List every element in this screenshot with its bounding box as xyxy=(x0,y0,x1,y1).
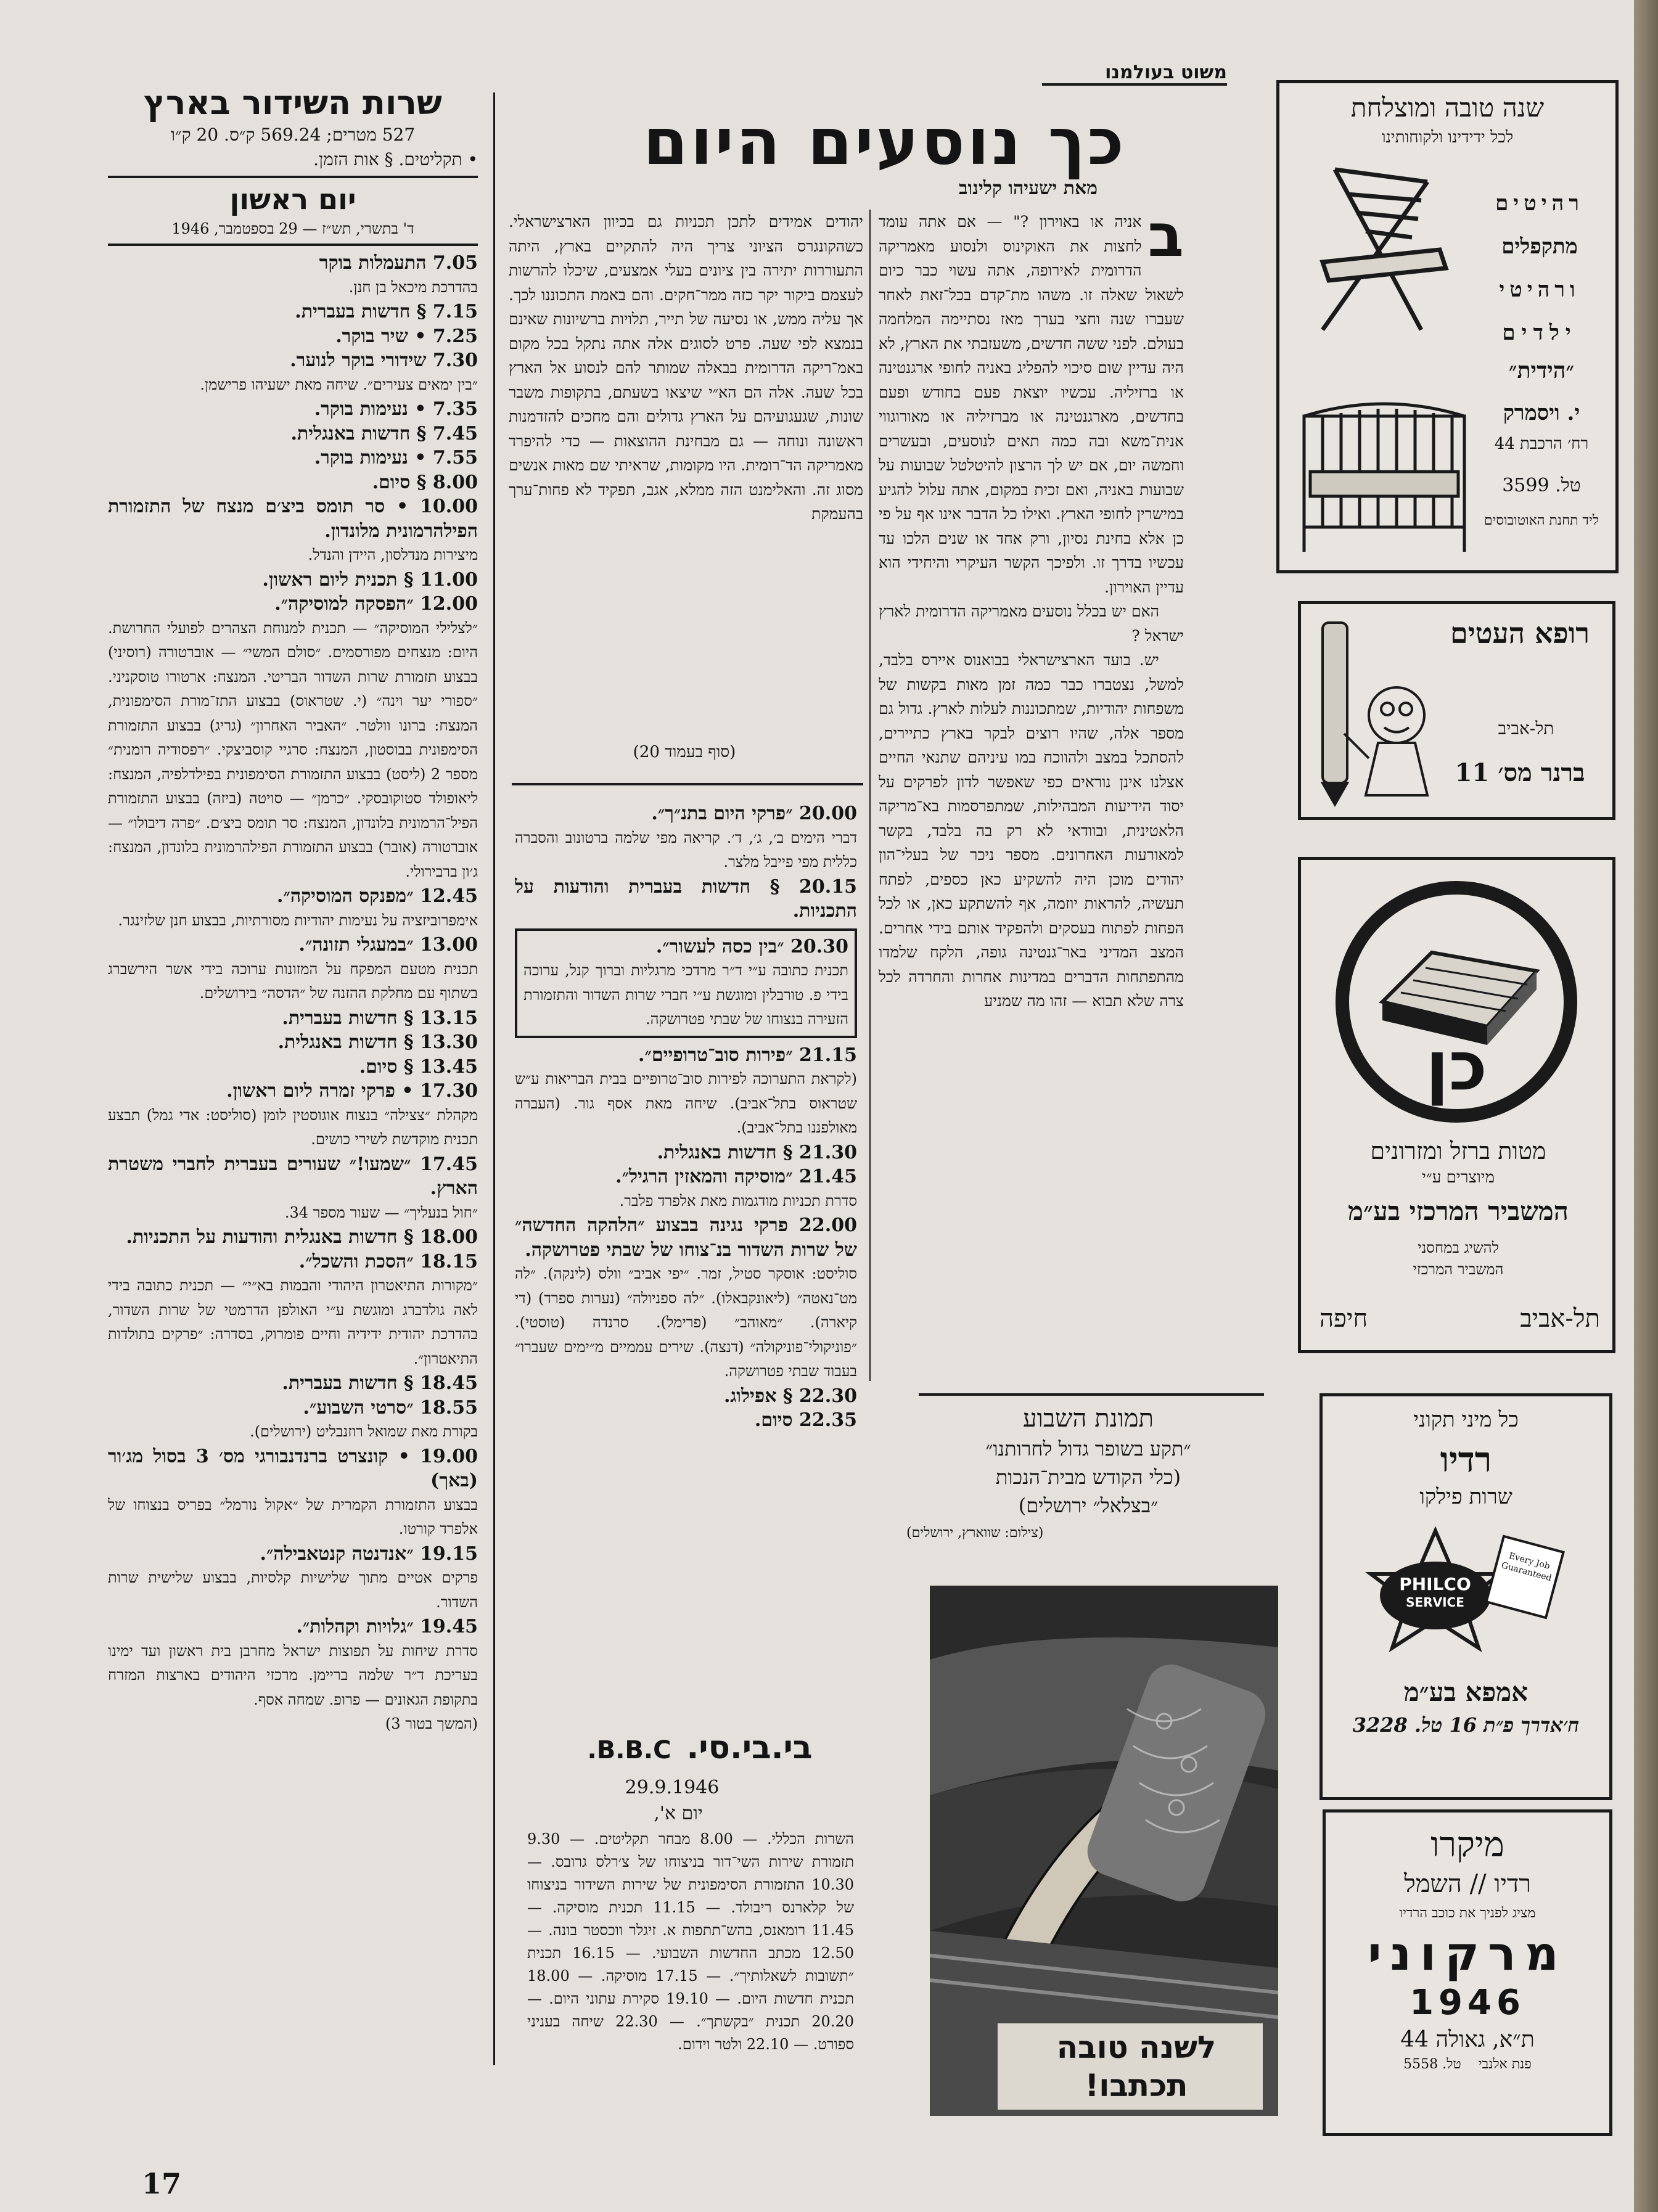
schedule-item xyxy=(515,1141,857,1165)
marconi-corner: פנת אלנבי xyxy=(1478,2057,1532,2072)
schedule-item xyxy=(108,933,478,1006)
pen-doctor-city: תל-אביב xyxy=(1498,718,1554,739)
radio-freq: 527 מטרים; 569.24 ק״ס. 20 ק״ו xyxy=(170,125,416,145)
marconi-l2: רדיו // השמל xyxy=(1404,1870,1531,1898)
philco-ad xyxy=(1319,1393,1612,1800)
schedule-item xyxy=(108,300,478,324)
schedule-item-desc: ״בין ימאים צעירים״. שיחה מאת ישעיהו פרישמן. xyxy=(200,375,478,393)
schedule-item-title: 18.00 § חדשות באנגלית והודעות על התכניות. xyxy=(126,1226,478,1248)
marconi-ad xyxy=(1323,1809,1612,2136)
schedule-item-title: 21.45 ״מוסיקה והמאזין הרגיל״. xyxy=(615,1166,857,1187)
beds-line5: המשביר המרכזי xyxy=(1413,1261,1504,1278)
bbc-text: השרות הכללי. — 8.00 מבחר תקליטים. — 9.30 תזמורת שירות השי־דור בניצוחו של צ׳רלס גרובס. — 10.30 התזמורת הסימפונית של שירות השידור בניצוחו של קלארנס ריבולד. — 11.15 תכנית מוסיקה. — 11.45 רומאנס, בהש־תתפות א. זיגלר ווכסטר בונה. — 12.50 מכתב החדשות השבועי. — 16.15 תכנית ״תשובות לשאלותיך״. — 17.15 מוסיקה. — 18.00 תכנית חדשות היום. — 19.10 סקירת עתוני היום. — 20.20 תכנית ״בקשתך״. — 22.30 שיחה בעניני ספורט. — 22.10 ולטר וידום. xyxy=(527,1830,854,2053)
schedule-item-title: 7.25 • שיר בוקר. xyxy=(335,325,478,347)
schedule-item xyxy=(108,1152,478,1226)
folding-chair-icon xyxy=(1298,157,1458,342)
feature-byline: מאת ישעיהו קלינוב xyxy=(959,178,1098,199)
furniture-address: רח׳ הרכבת 44 xyxy=(1494,435,1589,453)
schedule-item-desc: (המשך בטור 3) xyxy=(385,1715,478,1732)
schedule-item-title: 12.45 ״מפנקס המוסיקה״. xyxy=(276,885,478,907)
schedule-item xyxy=(108,1250,478,1372)
schedule-item-title: 22.35 סיום. xyxy=(754,1409,857,1431)
pen-doctor-title: רופא העטים xyxy=(1450,616,1590,650)
philco-logo: PHILCO xyxy=(1399,1574,1471,1594)
philco-badge: Every Job Guaranteed xyxy=(1500,1550,1553,1584)
section-rule xyxy=(512,783,863,785)
schedule-item xyxy=(108,446,478,470)
feature-para-4: יהודים אמידים לתכן תכניות גם בכיוון הארצישראלי. כשהקונגרס הציוני צריך היה להתקיים בארץ, היתה התעוררות יתירה בין ציונים בעלי אמצעים, שיכלו להרשות לעצמם ביקור יקר כזה ממר־חקים. והם באמת התכוננו לכך. אך עליה ממש, או נסיעה של תייר, תלויות ברשיונות שאינם בנמצא לפי שעה. פרט לסוגים אלה אתה נתקל בכל מקום באמ־ריקה הדרומית בבאלה שמותר להם לנסוע אל הארץ בכל שעה. אלה הם הא״י שיצאו בשעתם, בתקופות משבר שונות, שגעגועיהם על הארץ גדולים והם מחכים להזדמנות ראשונה ונוחה — גם מבחינת ההוצאות — כדי להיפרד מאמריקה הד־רומית. היו מקומות, שראיתי שם מאות אנשים מסוג זה. והאלימנט הזה ממלא, אגב, תפקיד לא פחות־ערך בהעמקת xyxy=(509,213,863,523)
schedule-item-title: 11.00 § תכנית ליום ראשון. xyxy=(262,568,478,591)
bbc-body xyxy=(527,1828,854,2118)
schedule-item-desc: (לקראת התערוכה לפירות סוב־טרופיים בבית הבריאות ע״ש שטראוס בתל־אביב). שיחה מאת אסף גור. (העברה מאולפננו בתל־אביב). xyxy=(515,1070,857,1136)
philco-top: כל מיני תקוני xyxy=(1413,1407,1519,1432)
schedule-item-title: 8.00 § סיום. xyxy=(372,471,478,493)
schedule-item-desc: בהדרכת מיכאל בן חנן. xyxy=(348,278,478,296)
schedule-item xyxy=(108,1396,478,1444)
continued-note: (סוף בעמוד 20) xyxy=(633,743,736,761)
philco-radio: רדיו xyxy=(1440,1440,1492,1480)
schedule-item xyxy=(108,348,478,397)
schedule-item-title: 19.00 • קונצרט ברנדנבורגי מס׳ 3 בסול מג׳ור (באך) xyxy=(108,1445,478,1491)
schedule-item xyxy=(108,397,478,422)
furniture-label-2: מתקפלים xyxy=(1501,234,1578,259)
schedule-item-desc: סדרת שיחות על תפוצות ישראל מחרבן בית ראשון ועד ימינו בעריכת ד״ר שלמה בריימן. מרכזי היהודים בארצות המזרח בתקופת הגאונים — פרופ. שמחה אסף. xyxy=(108,1642,478,1708)
philco-sub: שרות פילקו xyxy=(1419,1485,1512,1509)
schedule-item-desc: אימפרוביזציה על נעימות יהודיות מסורתיות, בבצוע חנן שלזינגר. xyxy=(118,911,478,929)
photo-week-title: תמונת השבוע xyxy=(1023,1404,1154,1433)
radio-schedule-column xyxy=(108,83,478,2118)
schedule-item xyxy=(515,1043,857,1141)
schedule-item-desc: ״מקורות התיאטרון היהודי והבמות בא״י״ — תכנית כתובה בידי לאה גולדברג ומוגשת ע״י האולפן הדרמטי של שרות השדור, בהדרכת יהודית ידידיה וחיים פומרוק, בסדרה: ״פרקים בתולדות התיאטרון״. xyxy=(108,1277,478,1367)
beds-line1: מטות ברזל ומזרונים xyxy=(1370,1137,1546,1165)
schedule-item-desc: בקורת מאת שמואל רוזנבליט (ירושלים). xyxy=(250,1423,478,1440)
schedule-item xyxy=(515,875,857,924)
furniture-label-4: ילדים xyxy=(1502,321,1577,345)
marconi-l1: מיקרו xyxy=(1430,1825,1504,1865)
schedule-item-title: 20.00 ״פרקי היום בתנ״ך״. xyxy=(651,803,857,824)
photo-week-line2: (כלי הקודש מבית־הנכות xyxy=(995,1465,1181,1489)
schedule-item-title: 13.30 § חדשות באנגלית. xyxy=(277,1031,478,1053)
furniture-name: י. ויסמרק xyxy=(1503,401,1580,425)
schedule-item xyxy=(108,1225,478,1250)
schedule-item-title: 19.15 ״אנדנטה קנטאבילה״. xyxy=(260,1542,478,1565)
pen-doctor-address: ברנר מס׳ 11 xyxy=(1455,758,1585,787)
schedule-item xyxy=(515,801,857,875)
feature-para-2: האם יש בכלל נוסעים מאמריקה הדרומית לארץ ישראל ? xyxy=(879,602,1184,645)
boxed-program-title: 20.30 ״בין כסה לעשור״. xyxy=(655,935,848,957)
schedule-item xyxy=(108,1542,478,1615)
schedule-item xyxy=(515,1408,857,1433)
section-rule xyxy=(919,1393,1264,1396)
schedule-item-title: 20.15 § חדשות בעברית והודעות על התכניות. xyxy=(515,875,857,922)
philco-name: אמפא בע״מ xyxy=(1403,1677,1529,1707)
pen-doctor-ad xyxy=(1298,601,1615,820)
schedule-item-desc: תכנית מטעם המפקח על המזונות ערוכה בידי אשר הירשברג בשתוף עם מחלקת ההזנה של ״הדסה״ בירושלים. xyxy=(108,960,478,1002)
beds-logo-text: כן xyxy=(1425,1026,1488,1105)
schedule-item-desc: מיצירות מנדלסון, היידן והנדל. xyxy=(308,546,478,563)
marconi-address: ת״א, גאולה 44 xyxy=(1400,2027,1535,2052)
schedule-item-title: 19.45 ״גלויות וקהלות״. xyxy=(296,1616,478,1637)
schedule-item-desc: פרקים אטיים מתוך שלישיות קלסיות, בבצוע שלישית שרות השדור. xyxy=(108,1569,478,1611)
schedule-item-title: 7.55 • נעימות בוקר. xyxy=(314,447,478,469)
beds-city-right: תל-אביב xyxy=(1520,1305,1600,1333)
schedule-item-title: 7.30 שידורי בוקר לנוער. xyxy=(290,350,478,371)
schedule-item-desc: סדרת תכניות מודגמות מאת אלפרד פלבר. xyxy=(619,1192,857,1210)
schedule-item-title: 18.15 ״הסכת והשכל״. xyxy=(298,1250,478,1272)
beds-line4: להשיג במחסני xyxy=(1418,1239,1499,1256)
evening-schedule xyxy=(515,801,857,1708)
bbc-header xyxy=(558,1729,842,1766)
marconi-phone: טל. 5558 xyxy=(1403,2057,1461,2072)
radio-legend: • תקליטים. § אות הזמן. xyxy=(313,149,478,170)
schedule-item-title: 21.15 ״פירות סוב־טרופיים״. xyxy=(638,1044,857,1066)
drop-cap: ב xyxy=(1147,210,1184,270)
schedule-item xyxy=(515,1384,857,1409)
boxed-program-desc: תכנית כתובה ע״י ד״ר מרדכי מרגליות וברוך קנל, ערוכה בידי פ. טורבלין ומוגשת ע״י חברי שרות השדור והתזמורת הזעירה בנצוחו של שבתי פטרושקה. xyxy=(523,962,848,1028)
photo-week-credit: (צילום: שווארץ, ירושלים) xyxy=(906,1525,1044,1541)
schedule-item xyxy=(515,1165,857,1213)
feature-headline: כך נוסעים היום xyxy=(643,104,1127,179)
photo-caption-1: לשנה טובה xyxy=(1056,2030,1217,2065)
schedule-item-desc: ״חול בנעליך״ — שעור מספר 34. xyxy=(284,1203,478,1221)
radio-day: יום ראשון xyxy=(229,182,356,216)
column-rule xyxy=(869,210,871,1381)
radio-title: שרות השידור בארץ xyxy=(144,83,442,122)
schedule-item xyxy=(108,1444,478,1542)
beds-line2: מיוצרים ע״י xyxy=(1422,1168,1495,1187)
radio-items xyxy=(108,251,478,1737)
schedule-item-title: 13.45 § סיום. xyxy=(359,1055,478,1078)
schedule-item-title: 7.15 § חדשות בעברית. xyxy=(295,301,478,322)
schedule-item xyxy=(108,251,478,300)
feature-column-right xyxy=(879,210,1184,1381)
feature-para-1: אניה או באוירון ?" — אם אתה עומד לחצות את האוקינוס ולנסוע מאמריקה הדרומית לאירופה, אתה עשוי כבר כיום לשאול שאלה זו. משהו מת־קדם בכל־זאת לאחר שעברו שנה וחצי בערך מאז נסתיימה המלחמה בעולם. לפני ששה חדשים, משעזבתי את הארץ, לא היה עדיין שום סיכוי להפליג באניה לחופי ארגנטינה או ברזיליה. עכשיו יוצאת פעם בחודש ופעם בחדשים, מארגנטינה או מברזיליה או מאורוגווי אנית־משא ובה כמה תאים לנוסעים, ובעשרים וחמשה יום, אם יש לך הרצון להיטלטל שבועות על שבועות באניה, ואם זכית במקום, אתה עלול להגיע במישרין לחופי הארץ. ואילו כל הדבר אינו אף על פי כן אלא בחינת נסיון, ורק אחד או שנים הלכו עד עכשיו בדרך זו. ולפיכך הקשר העיקרי והיחידי הוא עדיין האוירון. xyxy=(879,213,1184,596)
bbc-date: 29.9.1946 xyxy=(625,1777,720,1798)
philco-logo-2: SERVICE xyxy=(1406,1595,1464,1610)
schedule-item xyxy=(515,1213,857,1384)
furniture-ad xyxy=(1276,80,1619,573)
photo-week-line3: ״בצלאל״ ירושלים) xyxy=(1018,1494,1159,1517)
schedule-item xyxy=(108,470,478,495)
schedule-item-title: 13.00 ״במעגלי תזונה״. xyxy=(298,934,478,956)
furniture-phone: טל. 3599 xyxy=(1502,475,1581,496)
beds-ad xyxy=(1298,857,1615,1353)
schedule-item-title: 22.00 פרקי נגינה בבצוע ״הלהקה החדשה״ של שרות השדור בנ־צוחו של שבתי פטרושקה. xyxy=(515,1215,857,1261)
pen-doctor-illustration xyxy=(1310,610,1440,808)
schedule-item-title: 22.30 § אפילוג. xyxy=(723,1385,857,1407)
schedule-item-title: 13.15 § חדשות בעברית. xyxy=(282,1007,478,1029)
schedule-item xyxy=(108,324,478,349)
schedule-item-title: 12.00 ״הפסקה למוסיקה״. xyxy=(274,593,478,615)
furniture-near: ליד תחנת האוטובוסים xyxy=(1484,513,1599,528)
schedule-item-title: 17.30 • פרקי זמרה ליום ראשון. xyxy=(226,1080,478,1102)
photo-week-block xyxy=(906,1403,1270,1547)
photo-week-line1: ״תקע בשופר גדול לחרותנו״ xyxy=(985,1437,1191,1460)
schedule-item xyxy=(108,592,478,884)
schedule-item xyxy=(108,568,478,592)
boxed-program xyxy=(515,928,857,1038)
schedule-item xyxy=(108,1371,478,1396)
feature-para-3: יש. בועד הארצישראלי בבואנוס איירס בלבד, למשל, נצטברו כבר כמה זמן מאות בקשות של משפחות יהודיות, שמתכוננות לעלות לארץ. גדול גם מספר אלה, שהיו רוצים לבקר בארץ כתיירים, להסתכל במצב ולהווכח במו עיניהם שתנאי החיים אצלנו אינן נוראים כפי שאפשר לדון לפרקים על יסוד הידיעות המבהילות, שמתפרסמות בא־מריקה הלאטינית, ובוודאי לא רק בה בלבד, בקשר למאורעות האחרונים. מספר ניכר של בעלי־הון יהודים מוכן היה להשקיע כאן כספים, לפתח תעשיה, להראות יוזמה, אף להשתקע כאן, או לכל הפחות לפתוח בעסקים ולהפקיד אותם בידי אחרים. המצב המדיני באר־גנטינה גופה, הלקח שלמדו מהתפתחות הדברים במדינות אחרות והחרדה לכל צרה שלא תבוא — זהו מה שמניע xyxy=(879,651,1184,1010)
schedule-item-title: 7.35 • נעימות בוקר. xyxy=(314,398,478,420)
schedule-item xyxy=(108,884,478,933)
schedule-item xyxy=(108,1712,478,1737)
schedule-item xyxy=(108,1079,478,1152)
schedule-item xyxy=(108,1615,478,1712)
schedule-item xyxy=(108,494,478,568)
furniture-label-1: רהיטים xyxy=(1495,191,1584,216)
schedule-item-desc: בבצוע התזמורת הקמרית של ״אקול נורמל״ בפריס בנצוחו של אלפרד קורטו. xyxy=(108,1496,478,1538)
schedule-item-title: 18.55 ״סרטי השבוע״. xyxy=(303,1396,478,1419)
feature-rubric: משוט בעולמנו xyxy=(1042,62,1227,86)
schedule-item-title: 7.05 התעמלות בוקר xyxy=(319,252,478,274)
beds-city-left: חיפה xyxy=(1319,1305,1368,1333)
schedule-item-desc: דברי הימים ב׳, ג׳, ד׳. קריאה מפי שלמה ברטונוב והסברה כללית מפי פייבל מלצר. xyxy=(515,829,857,870)
schedule-item xyxy=(108,1055,478,1079)
furniture-greeting: שנה טובה ומוצלחת xyxy=(1350,92,1545,123)
schedule-item-desc: סוליסט: אוסקר סטיל, זמר. ״יפי אביב״ וולס (לינקה). ״לה מט־נאטה״ (ליאונקבאלו). ״לה ספניולה״ (נערות ספרד) (די קיארה). ״מאוהב״ (פרימל). סרנדה (טוסטי). ״פוניקולי־פוניקולה״ (דנצה). שירים עממיים מ״ימים שעברו״ בעבוד שבתי פטרושקה. xyxy=(515,1265,857,1380)
furniture-sub: לכל ידידינו ולקוחותינו xyxy=(1381,128,1514,147)
crib-icon xyxy=(1292,379,1477,558)
radio-date: ד' בתשרי, תש״ז — 29 בספטמבר, 1946 xyxy=(171,220,414,237)
beds-line3: המשביר המרכזי בע״מ xyxy=(1348,1196,1569,1226)
feature-column-left xyxy=(509,210,863,764)
shofar-photo xyxy=(930,1586,1278,2116)
philco-emblem xyxy=(1361,1525,1571,1666)
beds-logo xyxy=(1333,879,1580,1125)
page-number: 17 xyxy=(142,2167,182,2200)
column-rule xyxy=(493,92,495,2065)
schedule-item-title: 18.45 § חדשות בעברית. xyxy=(282,1372,478,1394)
bbc-title-he: בי.בי.סי. xyxy=(686,1729,813,1766)
marconi-year: 1946 xyxy=(1410,1983,1525,2023)
marconi-brand: מרקוני xyxy=(1368,1926,1567,1981)
schedule-item xyxy=(108,1030,478,1055)
furniture-label-3: ורהיטי xyxy=(1499,277,1580,302)
schedule-item xyxy=(108,422,478,446)
philco-address: ח׳אדרך פ״ת 16 טל. 3228 xyxy=(1352,1713,1580,1737)
schedule-item-title: 10.00 • סר תומס ביצ׳ם מנצח של התזמורת הפילהרמונית מלונדון. xyxy=(108,496,478,542)
page-edge xyxy=(1634,0,1658,2212)
schedule-item-title: 21.30 § חדשות באנגלית. xyxy=(657,1141,857,1163)
marconi-l3: מציג לפניך את כוכב הרדיו xyxy=(1399,1906,1536,1921)
schedule-item xyxy=(108,1006,478,1031)
bbc-title-en: B.B.C. xyxy=(587,1736,671,1764)
schedule-item-desc: ״לצלילי המוסיקה״ — תכנית למנוחת הצהרים לפועלי החרושת. היום: מנצחים מפורסמים. ״סולם המשי״ — אוברטורה (רוסיני) בבצוע תזמורת שרות השדור הבריטי. המנצח: ארטורו טוסקניני. ״ספורי יער וינה״ (י. שטראוס) בבצוע התז־מורת הסימפונית, המנצח: ברונו וולטר. ״האביר האחרון״ (גריג) בבצוע התזמורת הסימפונית בבוסטון, המנצח: סרגיי קוסביצקי. ״רפסודיה רומנית״ מספר 2 (ליסט) בבצוע התזמורת הסימפונית בפילדלפיה, המנצח: ליאופולד סטוקובסקי. ״כרמן״ — סויטה (ביזה) בבצוע התזמורת הפיל־הרמונית בלונדון, המנצח: סר תומס ביצ׳ם. ״פרה דיבולו״ — אוברטורה (אובר) בבצוע התזמורת הפילהרמונית בלונדון, המנצח: ג׳ון ברבירולי. xyxy=(108,619,478,880)
furniture-brand: ״הידית״ xyxy=(1508,358,1575,383)
photo-caption-2: תכתבו! xyxy=(1085,2068,1188,2103)
schedule-item-title: 7.45 § חדשות באנגלית. xyxy=(290,422,478,444)
bbc-day: יום א', xyxy=(654,1803,703,1824)
schedule-item-title: 17.45 ״שמעו!״ שעורים בעברית לחברי משטרת הארץ. xyxy=(108,1153,478,1199)
schedule-item-desc: מקהלת ״צצילה״ בנצוח אוגוסטין לומן (סוליסט: אדי גמל) תבצע תכנית מוקדשת לשירי כושים. xyxy=(108,1106,478,1148)
